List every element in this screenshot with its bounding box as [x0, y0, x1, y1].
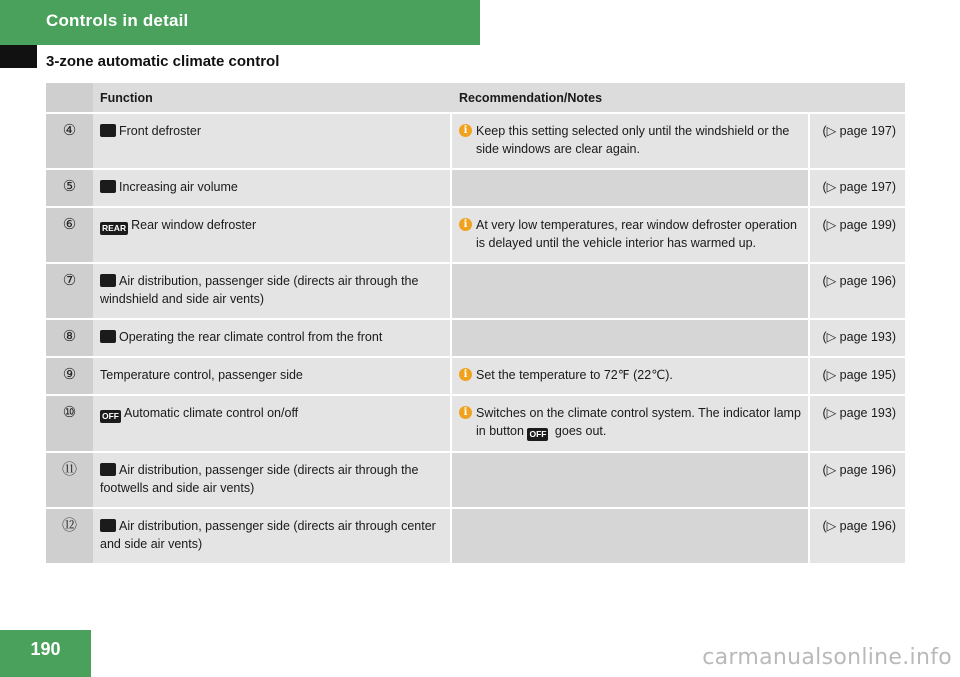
row-number-label: ⑫: [62, 517, 78, 534]
function-text: Air distribution, passenger side (directs air through the footwells and side air vents): [100, 463, 419, 495]
function-text: Air distribution, passenger side (directs air through the windshield and side air vents): [100, 274, 419, 306]
function-text: Increasing air volume: [119, 180, 238, 194]
page-reference: (▷ page 193): [810, 320, 905, 358]
off-button-icon: OFF: [102, 411, 119, 421]
header-title: Controls in detail: [46, 11, 189, 30]
header-ref-cell: [810, 83, 905, 114]
rear-climate-icon: [100, 330, 116, 343]
row-number: [46, 264, 93, 320]
section-title: 3-zone automatic climate control: [46, 53, 280, 70]
notes-cell: [452, 453, 810, 509]
row-number-label: ⑨: [62, 366, 77, 383]
notes-cell: [452, 396, 810, 453]
table-header-row: [46, 83, 905, 114]
notes-cell: [452, 358, 810, 396]
off-button-icon: OFF: [529, 429, 547, 439]
function-text: Front defroster: [119, 124, 201, 138]
page-reference: (▷ page 196): [810, 509, 905, 565]
air-distribution-center-icon: [100, 519, 116, 532]
air-distribution-footwell-icon: [100, 463, 116, 476]
table-row: [46, 170, 905, 208]
rear-defroster-icon: REAR: [102, 223, 127, 233]
row-number-label: ⑤: [62, 178, 77, 195]
watermark: carmanualsonline.info: [702, 645, 952, 670]
notes-text: [476, 216, 801, 252]
notes-cell: [452, 320, 810, 358]
function-text: Automatic climate control on/off: [124, 406, 299, 420]
table-row: [46, 320, 905, 358]
table-row: [46, 396, 905, 453]
notes-cell: [452, 509, 810, 565]
page-number-box: [0, 630, 91, 677]
function-text: Air distribution, passenger side (directs air through center and side air vents): [100, 519, 436, 551]
notes-cell: [452, 170, 810, 208]
page-number: 190: [30, 639, 61, 659]
header-function: Function: [93, 83, 452, 114]
header-bar: [0, 0, 480, 45]
table-row: [46, 358, 905, 396]
row-number-label: ⑦: [62, 272, 77, 289]
notes-main: Set the temperature to 72℉ (22℃).: [476, 368, 673, 382]
function-text: Operating the rear climate control from the front: [119, 330, 383, 344]
page-reference: (▷ page 196): [810, 453, 905, 509]
row-number-label: ⑧: [62, 328, 77, 345]
row-number: [46, 320, 93, 358]
row-number: [46, 453, 93, 509]
notes-text: [476, 404, 801, 441]
row-number: [46, 114, 93, 170]
function-cell: [93, 396, 452, 453]
fan-icon: [100, 180, 116, 193]
notes-main: Switches on the climate control system. The indicator lamp in button: [476, 406, 801, 438]
table-row: [46, 264, 905, 320]
notes-main: At very low temperatures, rear window defroster operation is delayed until the vehicle interior has warmed up.: [476, 218, 797, 250]
row-number: [46, 396, 93, 453]
notes-cell: [452, 114, 810, 170]
front-defroster-icon: [100, 124, 116, 137]
notes-cell: [452, 208, 810, 264]
row-number-label: ④: [62, 122, 77, 139]
function-cell: [93, 320, 452, 358]
function-cell: [93, 264, 452, 320]
notes-suffix: goes out.: [551, 424, 607, 438]
page-reference: (▷ page 193): [810, 396, 905, 453]
table-row: [46, 114, 905, 170]
page-reference: (▷ page 197): [810, 114, 905, 170]
function-cell: [93, 358, 452, 396]
info-icon: i: [459, 368, 472, 381]
page-reference: (▷ page 197): [810, 170, 905, 208]
function-cell: [93, 170, 452, 208]
function-cell: [93, 114, 452, 170]
notes-cell: [452, 264, 810, 320]
info-icon: i: [459, 124, 472, 137]
controls-table: [46, 83, 905, 565]
row-number: [46, 358, 93, 396]
page-reference: (▷ page 195): [810, 358, 905, 396]
page-reference: (▷ page 196): [810, 264, 905, 320]
notes-text: [476, 366, 673, 384]
header-recommendation: Recommendation/Notes: [452, 83, 810, 114]
function-cell: [93, 509, 452, 565]
row-number: [46, 509, 93, 565]
function-text: Temperature control, passenger side: [100, 368, 303, 382]
function-text: Rear window defroster: [131, 218, 257, 232]
notes-main: Keep this setting selected only until the windshield or the side windows are clear again.: [476, 124, 790, 156]
header-num-cell: [46, 83, 93, 114]
table-row: [46, 509, 905, 565]
air-distribution-windshield-icon: [100, 274, 116, 287]
function-cell: [93, 453, 452, 509]
row-number: [46, 208, 93, 264]
info-icon: i: [459, 218, 472, 231]
table-row: [46, 208, 905, 264]
notes-text: [476, 122, 801, 158]
row-number-label: ⑪: [62, 461, 78, 478]
row-number-label: ⑩: [62, 404, 77, 421]
function-cell: [93, 208, 452, 264]
row-number: [46, 170, 93, 208]
row-number-label: ⑥: [62, 216, 77, 233]
table-row: [46, 453, 905, 509]
section-marker: [0, 45, 37, 68]
page-reference: (▷ page 199): [810, 208, 905, 264]
info-icon: i: [459, 406, 472, 419]
